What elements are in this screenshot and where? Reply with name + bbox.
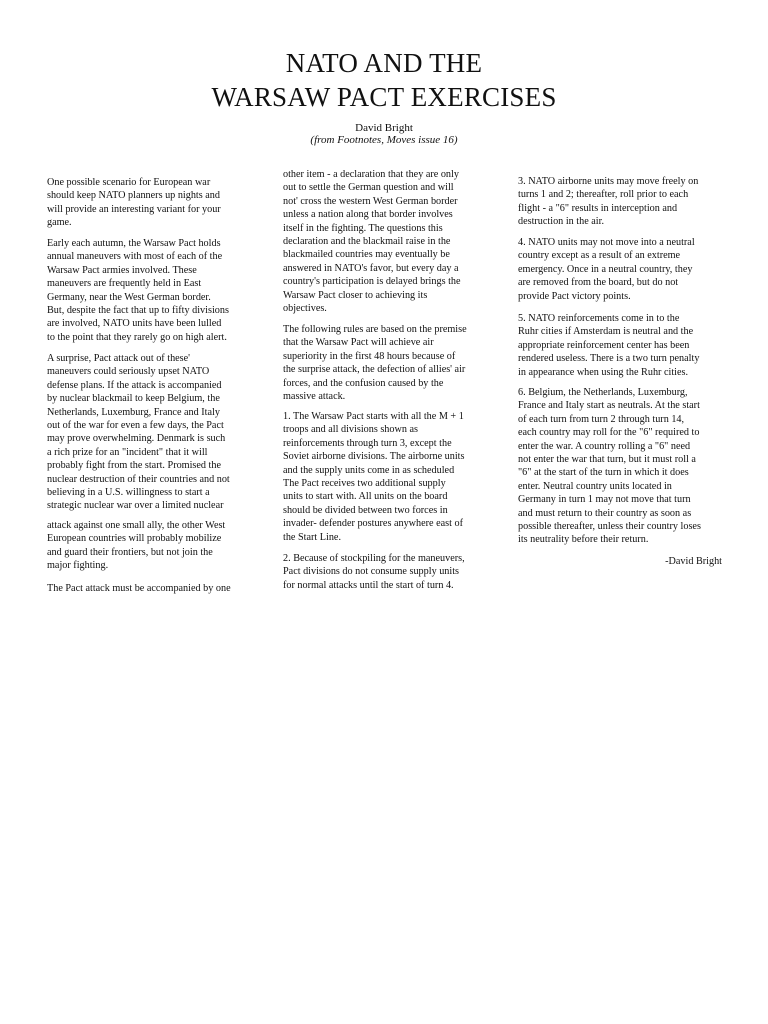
- paragraph: [283, 168, 461, 315]
- text-line: defense plans. If the attack is accompanied: [47, 379, 222, 391]
- text-line: a rich prize for an "incident" that it will: [47, 446, 208, 458]
- text-line: the surprise attack, the defection of allies' air: [283, 364, 466, 376]
- text-line: Ruhr cities if Amsterdam is neutral and the: [518, 326, 694, 338]
- text-line: itself in the fighting. The questions this: [283, 222, 443, 234]
- text-line: forces, and the confusion caused by the: [283, 377, 444, 389]
- text-line: strategic nuclear war over a limited nuclear: [47, 500, 224, 512]
- article-title-line-2: WARSAW PACT EXERCISES: [211, 82, 557, 112]
- text-line: Warsaw Pact closer to achieving its: [283, 289, 428, 301]
- paragraph: [283, 323, 467, 403]
- text-line: 5. NATO reinforcements come in to the: [518, 313, 680, 324]
- text-line: out of the war for even a few days, the Pact: [47, 420, 224, 432]
- text-line: not' cross the western West German border: [283, 195, 458, 207]
- text-line: rendered useless. There is a two turn penalty: [518, 353, 700, 365]
- text-line: flight - a "6" results in interception and: [518, 202, 678, 214]
- text-line: turns 1 and 2; thereafter, roll prior to each: [518, 189, 689, 201]
- text-line: major fighting.: [47, 560, 109, 572]
- text-line: Pact divisions do not consume supply units: [283, 566, 460, 578]
- text-line: for normal attacks until the start of turn 4.: [283, 579, 454, 591]
- text-line: troops and all divisions shown as: [283, 424, 418, 436]
- article-title-line-1: NATO AND THE: [285, 48, 483, 78]
- text-line: units to start with. All units on the board: [283, 491, 448, 503]
- source-citation: (from Footnotes, Moves issue 16): [310, 134, 458, 146]
- text-line: declaration and the blackmail raise in the: [283, 236, 451, 248]
- text-line: annual maneuvers with most of each of the: [47, 251, 223, 263]
- text-line: and must return to their country as soon as: [518, 507, 692, 519]
- text-line: reinforcements through turn 3, except the: [283, 437, 452, 449]
- paragraph: [518, 386, 701, 547]
- text-line: 3. NATO airborne units may move freely on: [518, 176, 699, 187]
- text-line: should be divided between two forces in: [283, 504, 448, 516]
- text-line: provide Pact victory points.: [518, 290, 631, 302]
- text-line: believing in a U.S. willingness to start a: [47, 487, 210, 499]
- text-line: 1. The Warsaw Pact starts with all the M + 1: [283, 411, 464, 422]
- text-line: A surprise, Pact attack out of these': [47, 353, 191, 364]
- text-line: attack against one small ally, the other West: [47, 520, 226, 531]
- text-line: maneuvers are frequently held in East: [47, 278, 202, 290]
- text-line: Netherlands, Luxemburg, France and Italy: [47, 406, 220, 418]
- text-line: 6. Belgium, the Netherlands, Luxemburg,: [518, 387, 688, 398]
- text-line: appropriate reinforcement center has been: [518, 339, 690, 351]
- text-line: its neutrality before their return.: [518, 534, 649, 546]
- text-line: in appearance when using the Ruhr cities.: [518, 366, 689, 378]
- text-line: Germany, near the West German border.: [47, 291, 211, 303]
- text-line: blackmailed countries may eventually be: [283, 249, 450, 261]
- text-line: country except as a result of an extreme: [518, 250, 681, 262]
- text-line: invader- defender postures anywhere east of: [283, 518, 463, 530]
- text-line: game.: [47, 217, 72, 229]
- text-line: objectives.: [283, 303, 327, 315]
- paragraph: [518, 312, 699, 379]
- paragraph: [47, 176, 221, 230]
- text-line: maneuvers could seriously upset NATO: [47, 366, 210, 378]
- text-line: enter the war. A country rolling a "6" need: [518, 440, 691, 452]
- text-line: to the point that they rarely go on high alert.: [47, 331, 227, 343]
- text-line: Warsaw Pact armies involved. These: [47, 264, 197, 276]
- text-line: One possible scenario for European war: [47, 177, 211, 188]
- text-line: probably fight from the start. Promised the: [47, 460, 222, 472]
- text-line: France and Italy start as neutrals. At the start: [518, 400, 700, 412]
- paragraph: [47, 519, 225, 573]
- paragraph: [283, 552, 465, 592]
- text-line: massive attack.: [283, 391, 346, 403]
- text-line: "6" at the start of the turn in which it does: [518, 467, 689, 479]
- text-line: nuclear destruction of their countries and not: [47, 473, 230, 485]
- paragraph: [518, 175, 698, 229]
- text-line: possible thereafter, unless their country loses: [518, 521, 701, 533]
- text-line: Soviet airborne divisions. The airborne units: [283, 451, 465, 463]
- text-line: other item - a declaration that they are only: [283, 169, 459, 180]
- text-line: superiority in the first 48 hours because of: [283, 350, 456, 362]
- text-line: that the Warsaw Pact will achieve air: [283, 337, 434, 349]
- paragraph: [47, 237, 229, 344]
- text-line: unless a nation along that border involves: [283, 209, 453, 221]
- text-line: by nuclear blackmail to keep Belgium, the: [47, 393, 220, 405]
- paragraph: [283, 410, 464, 544]
- text-line: are involved, NATO units have been lulled: [47, 318, 222, 330]
- text-line: not enter the war that turn, but it must roll a: [518, 454, 696, 466]
- text-line: and guard their frontiers, but not join the: [47, 546, 213, 558]
- text-line: emergency. Once in a neutral country, they: [518, 263, 693, 275]
- text-line: of each turn from turn 2 through turn 14,: [518, 413, 685, 425]
- text-line: should keep NATO planners up nights and: [47, 190, 220, 202]
- text-line: enter. Neutral country units located in: [518, 480, 672, 492]
- text-line: destruction in the air.: [518, 216, 605, 228]
- signature: -David Bright: [665, 556, 722, 567]
- text-line: the Start Line.: [283, 531, 341, 543]
- text-line: Early each autumn, the Warsaw Pact holds: [47, 238, 221, 249]
- text-line: each country may roll for the "6" required to: [518, 427, 700, 439]
- text-line: The following rules are based on the premise: [283, 324, 467, 335]
- author-byline: David Bright: [355, 122, 413, 134]
- text-line: 4. NATO units may not move into a neutral: [518, 237, 695, 248]
- text-line: European countries will probably mobilize: [47, 533, 222, 545]
- text-line: may prove overwhelming. Denmark is such: [47, 433, 226, 445]
- paragraph: [47, 352, 230, 513]
- text-line: country's participation is delayed brings the: [283, 276, 461, 288]
- text-line: The Pact attack must be accompanied by one: [47, 583, 231, 594]
- text-line: and the supply units come in as scheduled: [283, 464, 455, 476]
- text-line: The Pact receives two additional supply: [283, 478, 446, 490]
- text-line: are removed from the board, but do not: [518, 277, 679, 289]
- text-line: Germany in turn 1 may not move that turn: [518, 494, 691, 506]
- text-line: answered in NATO's favor, but every day a: [283, 262, 459, 274]
- paragraph: [47, 582, 231, 595]
- text-line: But, despite the fact that up to fifty divisions: [47, 305, 229, 317]
- paragraph: [518, 236, 695, 303]
- text-line: out to settle the German question and will: [283, 182, 454, 194]
- text-line: will provide an interesting variant for your: [47, 203, 221, 215]
- text-line: 2. Because of stockpiling for the maneuvers,: [283, 553, 465, 564]
